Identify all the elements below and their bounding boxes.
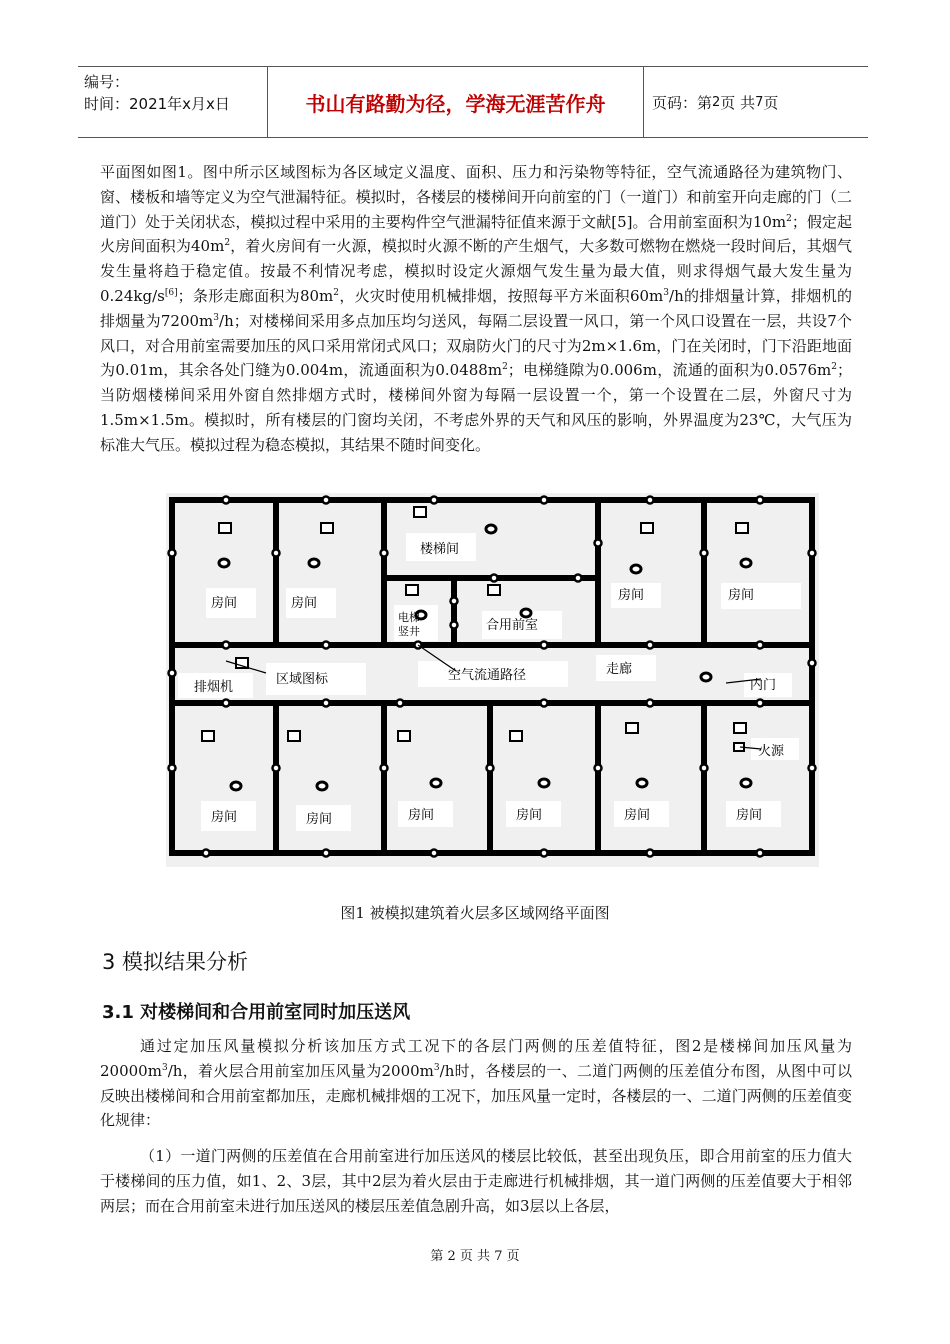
label-room-6: 房间 bbox=[306, 812, 333, 827]
label-room-2: 房间 bbox=[291, 596, 318, 611]
header-left-cell bbox=[78, 67, 268, 137]
label-room-3: 房间 bbox=[618, 588, 645, 603]
floor-plan-figure bbox=[166, 493, 819, 867]
label-shaft: 竖井 bbox=[398, 625, 420, 638]
figure-caption: 图1 被模拟建筑着火层多区域网络平面图 bbox=[340, 904, 610, 922]
label-fire-source: 火源 bbox=[758, 744, 785, 759]
section-3-heading: 3 模拟结果分析 bbox=[102, 950, 249, 974]
page-number: 2 bbox=[712, 94, 721, 110]
number-label: 编号： bbox=[84, 73, 130, 91]
label-anteroom: 合用前室 bbox=[486, 618, 539, 633]
motto: 书山有路勤为径，学海无涯苦作舟 bbox=[268, 67, 644, 137]
page-total: 7 bbox=[755, 94, 764, 110]
label-corridor: 走廊 bbox=[606, 662, 633, 677]
label-room-9: 房间 bbox=[624, 808, 651, 823]
label-exhaust-fan: 排烟机 bbox=[194, 680, 234, 695]
section-3-1-heading: 3.1 对楼梯间和合用前室同时加压送风 bbox=[102, 1002, 411, 1023]
body-paragraph-3: （1）一道门两侧的压差值在合用前室进行加压送风的楼层比较低，甚至出现负压，即合用前室的压力值大于楼梯间的压力值，如1、2、3层，其中2层为着火层由于走廊进行机械排烟，其一道门两侧的压差值要大于相邻两层；而在合用前室未进行加压送风的楼层压差值急剧升高，如3层以上各层， bbox=[100, 1147, 852, 1215]
label-room-5: 房间 bbox=[211, 810, 238, 825]
page-footer: 第 2 页 共 7 页 bbox=[430, 1249, 520, 1264]
label-room-8: 房间 bbox=[516, 808, 543, 823]
page-suffix: 页 bbox=[763, 93, 779, 112]
label-inner-door: 内门 bbox=[750, 678, 777, 693]
label-room-1: 房间 bbox=[211, 596, 238, 611]
body-paragraph-1: 平面图如图1。图中所示区域图标为各区域定义温度、面积、压力和污染物等特征，空气流通路径为建筑物门、窗、楼板和墙等定义为空气泄漏特征。模拟时，各楼层的楼梯间开向前室的门（一道门）和前室开向走廊的门（二道门）处于关闭状态，模拟过程中采用的主要构件空气泄漏特征值来源于文献[5]。合用前室面积为$10m^2$；假定起火房间面积为$40m^2$，着火房间有一火源，模拟时火源不断的产生烟气，大多数可燃物在燃烧一段时间后，其烟气发生量将趋于稳定值。按最不利情况考虑，模拟时设定火源烟气发生量为最大值，则求得烟气最大发生量为0.24kg/s[6]；条形走廊面积为$80m^2$，火灾时使用机械排烟，按照每平方米面积$60m^3/h$的排烟量计算，排烟机的排烟量为$7200m^3/h$；对楼梯间采用多点加压均匀送风，每隔二层设置一风口，第一个风口设置在一层，共设7个风口，对合用前室需要加压的风口采用常闭式风口；双扇防火门的尺寸为2m×1.6m，门在关闭时，门下沿距地面为0.01m，其余各处门缝为0.004m，流通面积为$0.0488m^2$；电梯缝隙为0.006m，流通的面积为$0.0576m^2$；当防烟楼梯间采用外窗自然排烟方式时，楼梯间外窗为每隔一层设置一个，第一个设置在二层，外窗尺寸为1.5m×1.5m。模拟时，所有楼层的门窗均关闭，不考虑外界的天气和风压的影响，外界温度为23℃，大气压为标准大气压。模拟过程为稳态模拟，其结果不随时间变化。 bbox=[100, 163, 852, 454]
label-zone-icon: 区域图标 bbox=[276, 672, 329, 687]
label-elevator: 电梯 bbox=[398, 611, 420, 624]
body-paragraph-2: 通过定加压风量模拟分析该加压方式工况下的各层门两侧的压差值特征，图2是楼梯间加压风量为$20000m^3/h$，着火层合用前室加压风量为$2000m^3/h$时，各楼层的一、二道门两侧的压差值分布图，从图中可以反映出楼梯间和合用前室都加压，走廊机械排烟的工况下，加压风量一定时，各楼层的一、二道门两侧的压差值变化规律： bbox=[100, 1037, 853, 1130]
page-header bbox=[78, 66, 868, 138]
page-mid: 页 共 bbox=[720, 93, 756, 112]
page-prefix: 页码：第 bbox=[652, 93, 713, 112]
label-room-7: 房间 bbox=[408, 808, 435, 823]
time-label: 时间：2021年x月x日 bbox=[84, 95, 230, 113]
label-room-4: 房间 bbox=[728, 588, 755, 603]
page-counter bbox=[644, 67, 868, 137]
label-room-10: 房间 bbox=[736, 808, 763, 823]
label-airflow-path: 空气流通路径 bbox=[448, 668, 527, 683]
label-stairwell: 楼梯间 bbox=[420, 542, 460, 557]
